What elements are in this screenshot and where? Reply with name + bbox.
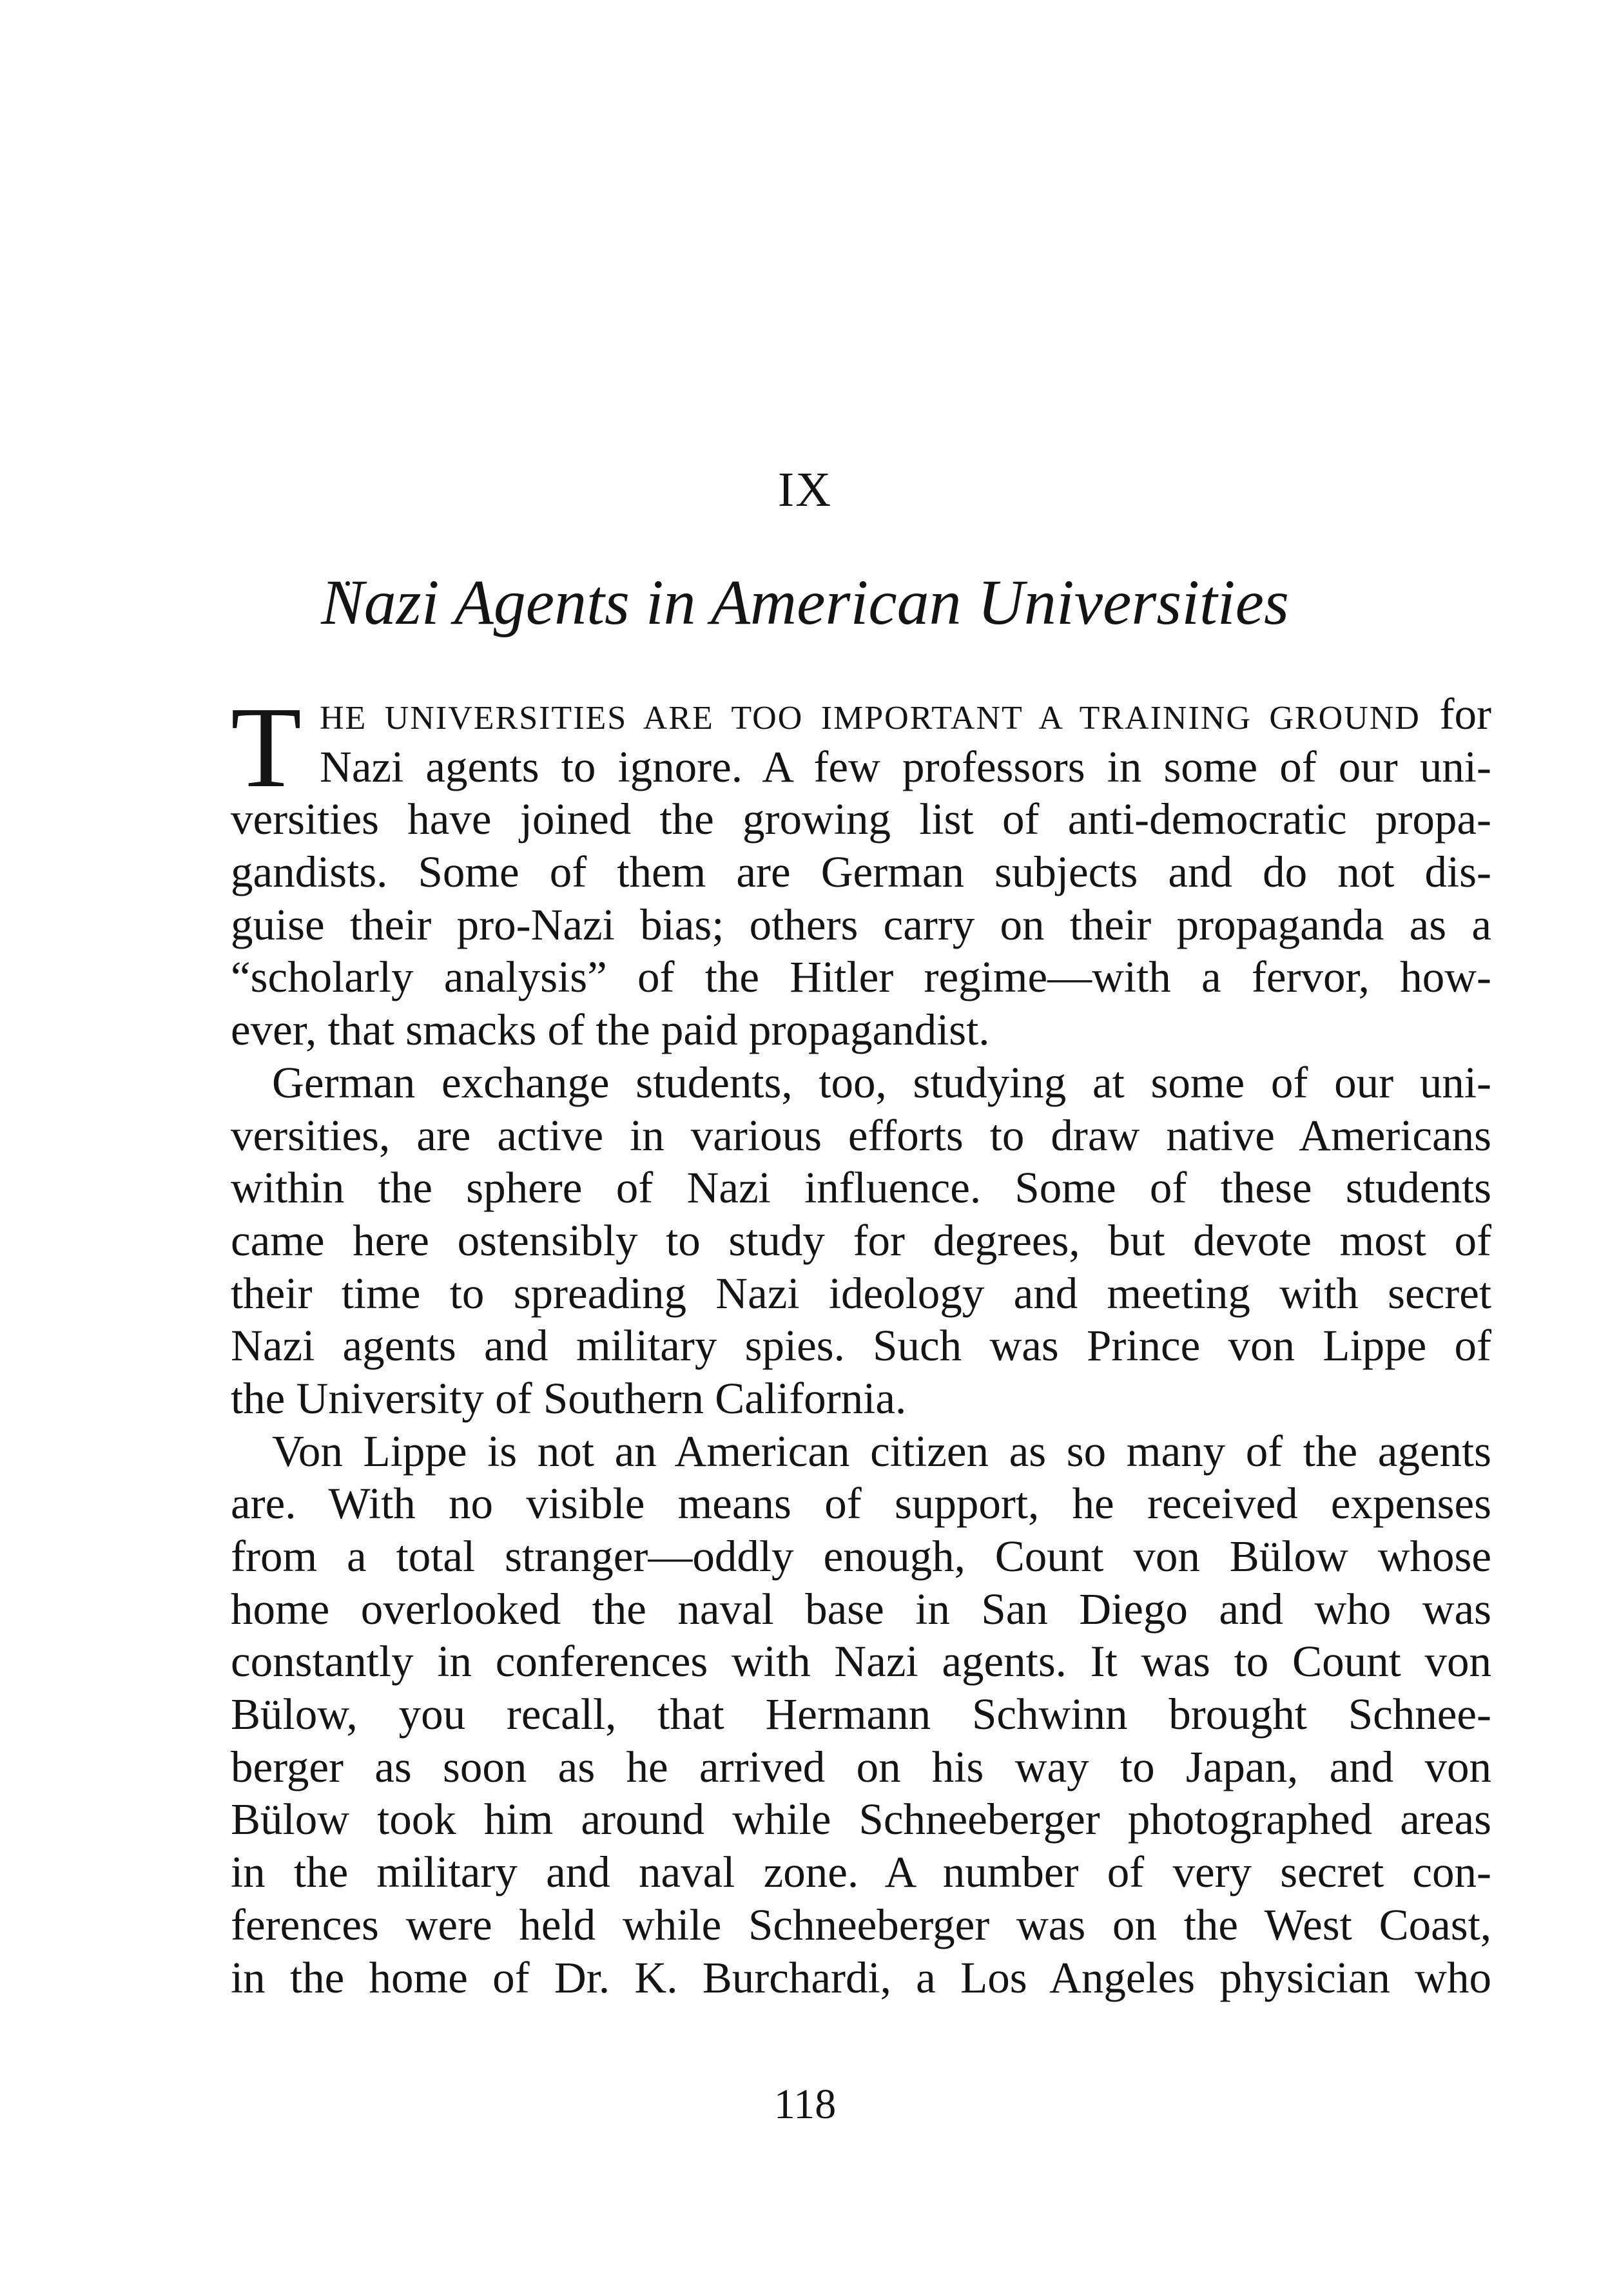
paragraph-3-line-2: are. With no visible means of support, he received expenses xyxy=(231,1479,1491,1529)
paragraph-3-line-7: berger as soon as he arrived on his way to Japan, and von xyxy=(231,1742,1491,1791)
paragraph-2-line-7: the University of Southern California. xyxy=(231,1373,907,1423)
paragraph-1-line-1 xyxy=(231,688,1491,741)
chapter-title: Nazi Agents in American Universities xyxy=(321,566,1289,638)
paragraph-1-line-5: guise their pro-Nazi bias; others carry on their propaganda as a xyxy=(231,900,1491,949)
paragraph-3-line-5: constantly in conferences with Nazi agents. It was to Count von xyxy=(231,1637,1491,1686)
paragraph-1-line-3: versities have joined the growing list of anti-democratic propa- xyxy=(231,795,1491,844)
chapter-number: IX xyxy=(777,463,833,517)
paragraph-2-line-1: German exchange students, too, studying at some of our uni- xyxy=(272,1057,1491,1107)
paragraph-2-line-5: their time to spreading Nazi ideology and meeting with secret xyxy=(231,1268,1491,1318)
paragraph-1-line-4: gandists. Some of them are German subjects and do not dis- xyxy=(231,847,1491,897)
paragraph-2-line-4: came here ostensibly to study for degrees, but devote most of xyxy=(231,1215,1491,1265)
body-text xyxy=(231,683,1492,2004)
paragraph-1-line-2: Nazi agents to ignore. A few professors in some of our uni- xyxy=(320,742,1491,791)
paragraph-3-line-3: from a total stranger—oddly enough, Count von Bülow whose xyxy=(231,1532,1491,1581)
paragraph-3-line-10: ferences were held while Schneeberger was on the West Coast, xyxy=(231,1900,1491,1949)
line-text: for xyxy=(1439,690,1492,738)
paragraph-2-line-2: versities, are active in various efforts to draw native Americans xyxy=(231,1110,1491,1160)
paragraph-2-line-6: Nazi agents and military spies. Such was Prince von Lippe of xyxy=(231,1321,1491,1371)
paragraph-3-line-6: Bülow, you recall, that Hermann Schwinn brought Schnee- xyxy=(231,1690,1491,1739)
paragraph-1-line-6: “scholarly analysis” of the Hitler regime—with a fervor, how- xyxy=(231,952,1491,1002)
paragraph-3-line-1: Von Lippe is not an American citizen as so many of the agents xyxy=(272,1426,1491,1476)
drop-cap: T xyxy=(231,683,302,811)
paragraph-3-line-4: home overlooked the naval base in San Diego and who was xyxy=(231,1584,1491,1634)
page-number: 118 xyxy=(773,2081,837,2128)
paragraph-3-line-11: in the home of Dr. K. Burchardi, a Los Angeles physician who xyxy=(231,1953,1491,2002)
paragraph-1-line-7: ever, that smacks of the paid propagandist. xyxy=(231,1005,990,1055)
paragraph-3-line-9: in the military and naval zone. A number of very secret con- xyxy=(231,1847,1491,1897)
paragraph-3-line-8: Bülow took him around while Schneeberger photographed areas xyxy=(231,1795,1491,1844)
paragraph-2-line-3: within the sphere of Nazi influence. Some of these students xyxy=(231,1163,1491,1213)
smallcaps-opening: HE UNIVERSITIES ARE TOO IMPORTANT A TRAINING GROUND xyxy=(320,700,1421,737)
